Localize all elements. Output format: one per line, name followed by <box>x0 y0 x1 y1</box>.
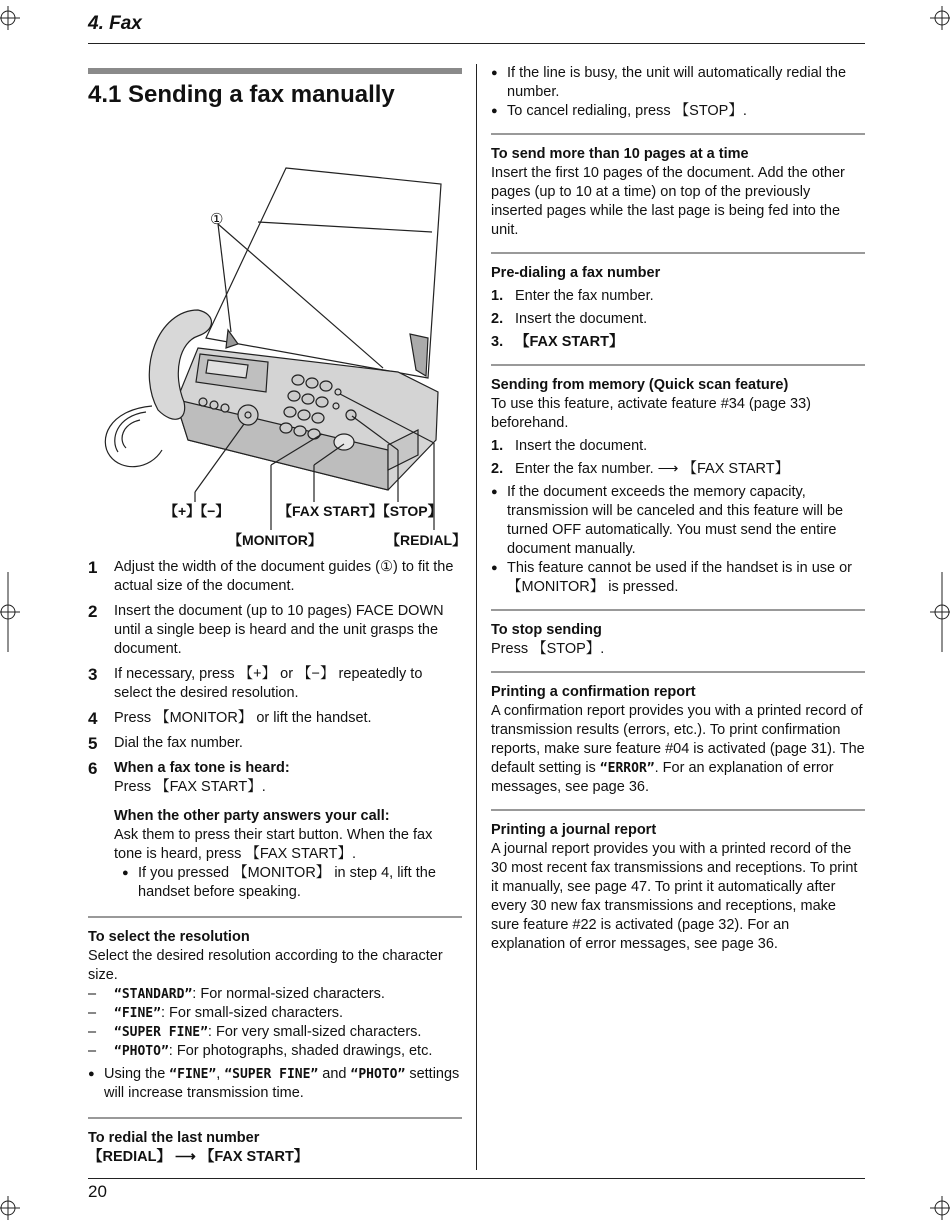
confirmation-section <box>491 671 865 797</box>
step-text: If necessary, press 【+】 or 【−】 repeatedly to select the desired resolution. <box>114 666 423 701</box>
footer-rule <box>88 1178 865 1179</box>
step <box>88 602 462 659</box>
step-number: 2 <box>88 602 98 621</box>
right-column <box>491 64 865 954</box>
step <box>88 558 462 596</box>
step-number: 1 <box>88 558 98 577</box>
step-number: 4 <box>88 709 98 728</box>
step-text: Insert the document. <box>515 438 648 454</box>
step-number: 1. <box>491 288 504 304</box>
step-text: Press 【MONITOR】 or lift the handset. <box>114 710 372 726</box>
step-number: 2. <box>491 311 504 327</box>
section-title: 4.1 Sending a fax manually <box>88 81 395 108</box>
confirmation-text-part: A confirmation report provides you with a printed record of transmission results (errors, etc.). To print confirmation reports, make sure feature #04 is activated (page 31). The default setting is <box>491 703 865 776</box>
busy-bullet <box>491 64 865 102</box>
predial-section <box>491 252 865 352</box>
memory-intro: To use this feature, activate feature #34 (page 33) beforehand. <box>491 396 812 431</box>
memory-section <box>491 364 865 597</box>
confirmation-text <box>491 702 865 797</box>
chapter-header: 4. Fax <box>88 13 142 34</box>
predial-step <box>491 287 865 306</box>
bullet-text: This feature cannot be used if the handset is in use or 【MONITOR】 is pressed. <box>507 560 852 595</box>
page-number: 20 <box>88 1182 107 1201</box>
step-heading: When a fax tone is heard: <box>114 760 290 776</box>
resolution-item: – “SUPER FINE”: For very small-sized characters. <box>88 1024 422 1040</box>
redial-section <box>88 1117 462 1167</box>
fax-machine-illustration <box>88 110 462 550</box>
predial-step <box>491 310 865 329</box>
step-number: 3 <box>88 665 98 684</box>
resolution-item: – “STANDARD”: For normal-sized characters. <box>88 986 385 1002</box>
column-divider <box>476 64 477 1170</box>
step-number: 5 <box>88 734 98 753</box>
memory-bullet <box>491 559 865 597</box>
fax-start-stop-label: 【FAX START】【STOP】 <box>278 503 442 519</box>
section-bar <box>88 68 462 74</box>
predial-step <box>491 333 865 352</box>
note-text: , <box>216 1066 225 1082</box>
step <box>88 709 462 728</box>
resolution-desc: : For normal-sized characters. <box>192 986 385 1002</box>
step-number: 1. <box>491 438 504 454</box>
stop-heading: To stop sending <box>491 622 602 638</box>
bullet-dot: ● <box>491 562 498 574</box>
memory-steps <box>491 437 865 479</box>
predial-heading: Pre-dialing a fax number <box>491 265 661 281</box>
journal-heading: Printing a journal report <box>491 822 657 838</box>
step-number: 3. <box>491 334 504 350</box>
busy-bullet <box>491 102 865 121</box>
more-pages-text: Insert the first 10 pages of the document. Add the other pages (up to 10 at a time) on top of the previously inserted pages while the last page is being fed into the unit. <box>491 165 845 238</box>
note-text: and <box>318 1066 351 1082</box>
step-subtext: Ask them to press their start button. When the fax tone is heard, press 【FAX START】. <box>114 827 433 862</box>
step-text: Insert the document. <box>515 311 648 327</box>
resolution-item: – “PHOTO”: For photographs, shaded drawings, etc. <box>88 1043 433 1059</box>
left-column <box>88 68 467 1167</box>
resolution-desc: : For very small-sized characters. <box>207 1024 422 1040</box>
redial-sequence: 【REDIAL】 ⟶ 【FAX START】 <box>88 1149 309 1165</box>
memory-bullet <box>491 483 865 559</box>
resolution-section <box>88 916 462 1103</box>
resolution-mode: “PHOTO” <box>114 1044 169 1059</box>
memory-step <box>491 460 865 479</box>
note-text: Using the <box>104 1066 170 1082</box>
note-mode-photo: “PHOTO” <box>350 1067 406 1082</box>
step-text: Adjust the width of the document guides (①) to fit the actual size of the document. <box>114 559 454 594</box>
resolution-mode: “STANDARD” <box>114 987 193 1002</box>
bullet-dot: ● <box>491 105 498 117</box>
callout-1: ① <box>210 211 224 228</box>
note-mode-fine: “FINE” <box>169 1067 217 1082</box>
journal-text: A journal report provides you with a printed record of the 30 most recent fax transmissions and receptions. To print it manually, see page 47. To print it automatically after every 30 new fax transmissions and receptions, make sure feature #22 is activated (page 32). For an explanation of error messages, see page 36. <box>491 841 858 952</box>
step <box>88 759 462 902</box>
more-pages-heading: To send more than 10 pages at a time <box>491 146 749 162</box>
resolution-desc: : For small-sized characters. <box>160 1005 344 1021</box>
bullet-dot: ● <box>88 1068 95 1080</box>
memory-heading: Sending from memory (Quick scan feature) <box>491 377 789 393</box>
step-text: Insert the document (up to 10 pages) FACE DOWN until a single beep is heard and the unit grasps the document. <box>114 603 444 657</box>
bullet-text: If the document exceeds the memory capacity, transmission will be canceled and this feature will be turned OFF automatically. You must send the entire document manually. <box>507 484 844 557</box>
more-pages-section <box>491 133 865 240</box>
resolution-mode: “SUPER FINE” <box>114 1025 208 1040</box>
bullet-text: If you pressed 【MONITOR】 in step 4, lift the handset before speaking. <box>138 865 436 900</box>
step <box>88 734 462 753</box>
plus-minus-keys-label: 【+】【−】 <box>164 503 230 519</box>
step-bullet <box>122 864 462 902</box>
step-text: Enter the fax number. <box>515 288 654 304</box>
step-text: Dial the fax number. <box>114 735 243 751</box>
fax-machine-figure <box>88 110 467 550</box>
memory-step <box>491 437 865 456</box>
step-text: Enter the fax number. ⟶ 【FAX START】 <box>515 461 790 477</box>
resolution-heading: To select the resolution <box>88 929 250 945</box>
note-mode-super-fine: “SUPER FINE” <box>224 1067 319 1082</box>
resolution-desc: : For photographs, shaded drawings, etc. <box>168 1043 433 1059</box>
step-number: 6 <box>88 759 98 778</box>
predial-steps <box>491 287 865 352</box>
step-text: 【FAX START】 <box>515 334 624 350</box>
bullet-dot: ● <box>491 486 498 498</box>
monitor-label: 【MONITOR】 <box>228 532 322 548</box>
step-list <box>88 558 462 902</box>
stop-section <box>491 609 865 659</box>
resolution-note <box>88 1065 462 1103</box>
resolution-intro: Select the desired resolution according to the character size. <box>88 948 443 983</box>
confirmation-text-part: . For an explanation of error messages, see page 36. <box>491 760 834 795</box>
redial-label: 【REDIAL】 <box>386 532 467 548</box>
resolution-item: – “FINE”: For small-sized characters. <box>88 1005 344 1021</box>
step-number: 2. <box>491 461 504 477</box>
bullet-text: To cancel redialing, press 【STOP】. <box>507 103 747 119</box>
bullet-dot: ● <box>122 867 129 879</box>
resolution-mode: “FINE” <box>114 1006 161 1021</box>
bullet-dot: ● <box>491 67 498 79</box>
journal-section <box>491 809 865 954</box>
confirmation-heading: Printing a confirmation report <box>491 684 696 700</box>
step-text: Press 【FAX START】. <box>114 779 266 795</box>
confirmation-mode: “ERROR” <box>599 761 655 776</box>
redial-heading: To redial the last number <box>88 1130 260 1146</box>
stop-text: Press 【STOP】. <box>491 641 605 657</box>
bullet-text: If the line is busy, the unit will automatically redial the number. <box>507 65 847 100</box>
note-text: settings will increase transmission time. <box>104 1066 460 1101</box>
step-subheading: When the other party answers your call: <box>114 808 390 824</box>
step <box>88 665 462 703</box>
header-rule <box>88 43 865 44</box>
